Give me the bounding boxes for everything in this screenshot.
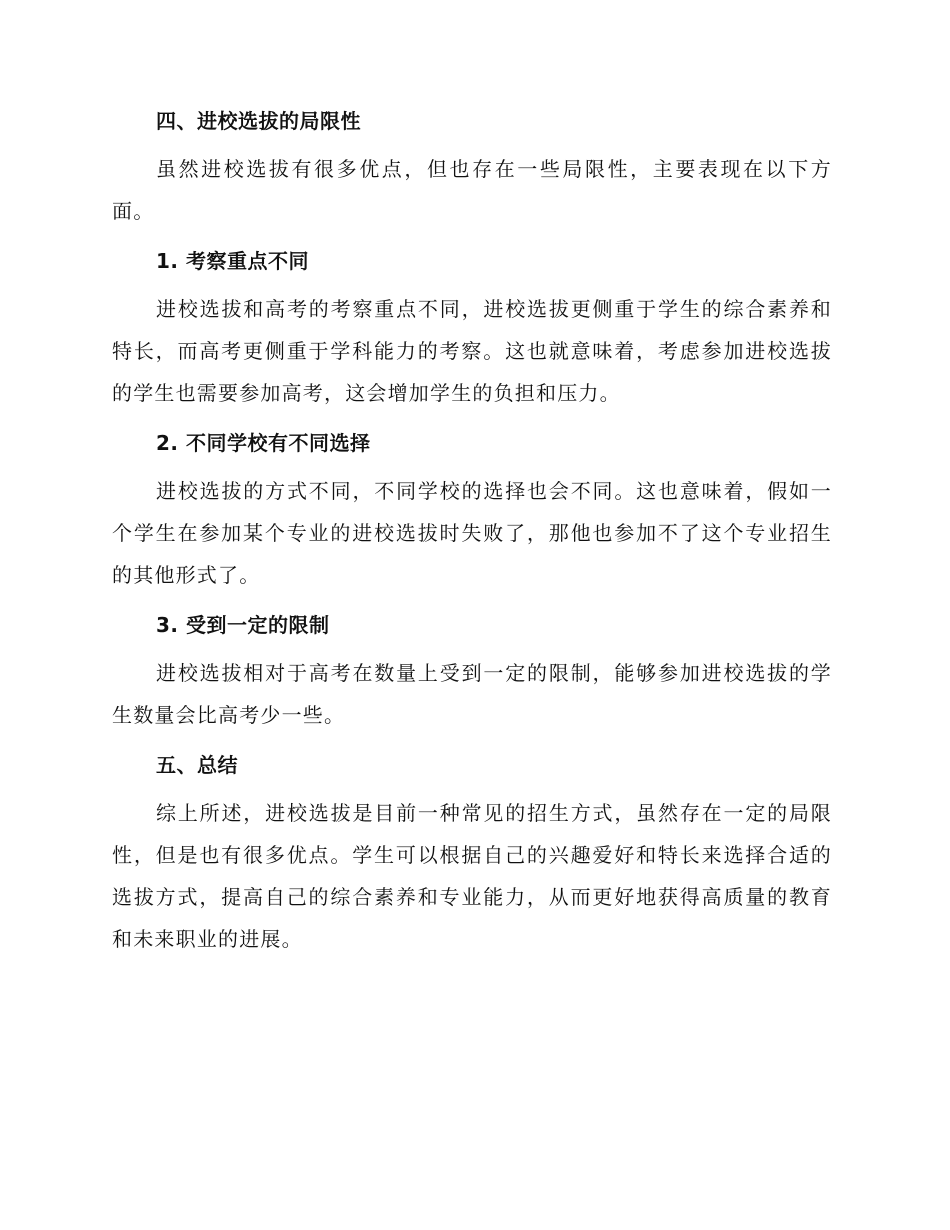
item-3-paragraph: 进校选拔相对于高考在数量上受到一定的限制，能够参加进校选拔的学生数量会比高考少一些。 [112,661,832,727]
item-2-paragraph: 进校选拔的方式不同，不同学校的选择也会不同。这也意味着，假如一个学生在参加某个专业的进校选拔时失败了，那他也参加不了这个专业招生的其他形式了。 [112,479,832,587]
item-2-heading: 2. 不同学校有不同选择 [156,431,371,455]
item-1-paragraph: 进校选拔和高考的考察重点不同，进校选拔更侧重于学生的综合素养和特长，而高考更侧重于学科能力的考察。这也就意味着，考虑参加进校选拔的学生也需要参加高考，这会增加学生的负担和压力。 [112,297,832,405]
document-body [112,106,832,974]
section-4-intro: 虽然进校选拔有很多优点，但也存在一些局限性，主要表现在以下方面。 [112,157,832,223]
item-1-heading: 1. 考察重点不同 [156,249,309,273]
section-4-heading: 四、进校选拔的局限性 [156,109,361,133]
section-5-paragraph: 综上所述，进校选拔是目前一种常见的招生方式，虽然存在一定的局限性，但是也有很多优点。学生可以根据自己的兴趣爱好和特长来选择合适的选拔方式，提高自己的综合素养和专业能力，从而更好地获得高质量的教育和未来职业的进展。 [112,801,832,951]
item-3-heading: 3. 受到一定的限制 [156,613,330,637]
section-5-heading: 五、总结 [156,753,238,777]
